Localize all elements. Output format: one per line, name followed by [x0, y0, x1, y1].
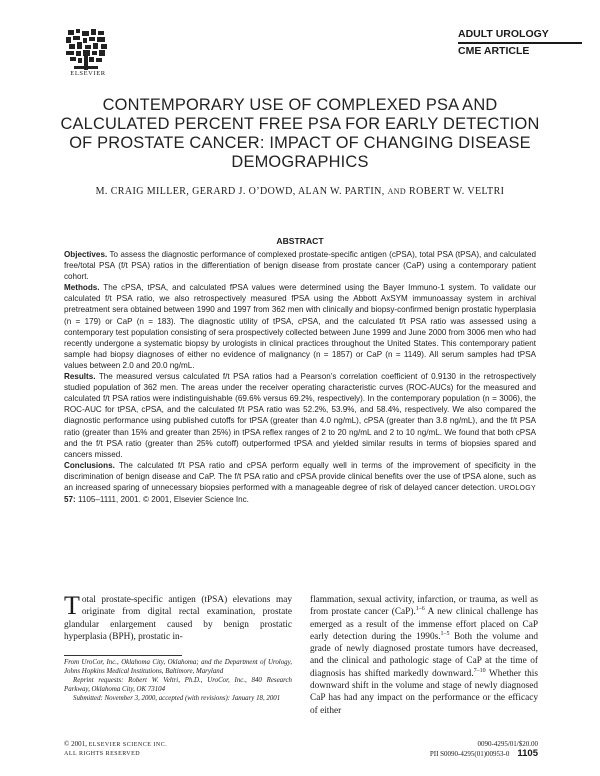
body-column-right [310, 594, 538, 717]
results-label: Results. [64, 372, 96, 382]
abstract-heading: ABSTRACT [276, 236, 324, 246]
author-names: M. CRAIG MILLER, GERARD J. O’DOWD, ALAN W. PARTIN, [95, 186, 385, 197]
pii: PII S0090-4295(01)00953-0 [429, 750, 510, 758]
author-and: AND [387, 187, 407, 196]
body-right-text-b: A new clinical challenge has emerged as a result of the immense effort placed on CaP early detection during the 1990s. [310, 607, 538, 642]
citation-rest: 1105–1111, 2001. © 2001, Elsevier Science Inc. [77, 495, 249, 505]
footnote-rule [64, 655, 182, 656]
author-last: ROBERT W. VELTRI [409, 186, 505, 197]
reference-3: 7–10 [473, 667, 486, 674]
abstract-conclusions [64, 460, 536, 505]
footnote-submitted: Submitted: November 3, 2000, accepted (with revisions): January 18, 2001 [73, 694, 281, 702]
footnote-reprint: Reprint requests: Robert W. Veltri, Ph.D., UroCor, Inc., 840 Research Parkway, Oklahoma City, OK 73104 [64, 676, 292, 693]
objectives-text: To assess the diagnostic performance of complexed prostate-specific antigen (cPSA), total PSA (tPSA), and calculated free/total PSA (f/t PSA) ratios in the differentiation of benign disease from prostate cancer (CaP) using a contemporary patient cohort. [64, 250, 536, 282]
citation-volume: 57: [64, 495, 76, 505]
abstract-methods [64, 282, 536, 371]
section-label [458, 28, 582, 58]
body-right-text-c: Both the volume and grade of newly diagnosed prostate tumors have decreased, and the clinical and pathologic stage of CaP at the time of diagnosis has shifted markedly downward. [310, 631, 538, 679]
section-rule [458, 42, 582, 44]
footnote-affiliation: From UroCor, Inc., Oklahoma City, Oklahoma; and the Department of Urology, Johns Hopkins Medical Institutions, Baltimore, Maryland [64, 659, 292, 675]
footer-identifiers [350, 740, 538, 759]
abstract-body [64, 249, 536, 505]
copyright-year: © 2001, [64, 740, 87, 748]
footer-copyright [64, 740, 167, 759]
abstract-objectives [64, 249, 536, 282]
citation-journal: UROLOGY [498, 484, 537, 492]
section-line-1: ADULT UROLOGY [458, 28, 549, 40]
article-title: CONTEMPORARY USE OF COMPLEXED PSA AND CALCULATED PERCENT FREE PSA FOR EARLY DETECTION OF PROSTATE CANCER: IMPACT OF CHANGING DISEASE DEMOGRAPHICS [60, 96, 540, 171]
objectives-label: Objectives. [64, 250, 108, 259]
section-line-2: CME ARTICLE [458, 44, 530, 57]
results-text: The measured versus calculated f/t PSA ratios had a Pearson’s correlation coefficient of 0.9130 in the retrospectively studied population of 362 men. The areas under the receiver operating characteristic curves (ROC-AUCs) for the measured and calculated f/t PSA ratios were indistinguishable (69.6% versus 69.2%, respectively). In the contemporary population (n = 3006), the ROC-AUC for tPSA, cPSA, and the calculated f/t PSA ratio was 52.2%, 53.9%, and 58.4%, respectively. We also compared the diagnostic performance using published cutoffs for tPSA (greater than 4.0 ng/mL), cPSA (greater than 3.8 ng/mL), and the f/t PSA ratio (greater than 15% and greater than 25%) in tPSA reflex ranges of 2 to 20 ng/mL and 2 to 10 ng/mL. We found that both cPSA and the f/t PSA ratio (greater than 25% cutoff) outperformed tPSA and yielded similar results in terms of biopsies spared and cancers missed. [64, 372, 536, 459]
elsevier-tree-icon [64, 28, 110, 72]
body-right-text-d: Whether this downward shift in the volume and stage of newly diagnosed CaP has had any impact on the performance or the efficacy of either [310, 668, 538, 716]
body-left-text: otal prostate-specific antigen (tPSA) elevations may originate from digital rectal examination, prostate glandular enlargement caused by benign prostatic hyperplasia (BPH), prostatic in- [64, 595, 292, 642]
reference-2: 1–5 [440, 630, 450, 637]
conclusions-text: The calculated f/t PSA ratio and cPSA perform equally well in terms of the improvement of specificity in the discrimination of benign disease and CaP. The f/t PSA ratio and cPSA provide clinical benefits over the use of tPSA alone, such as an increased sparing of unnecessary biopsies performed with a manageable degree of risk of delayed cancer detection. [64, 460, 536, 492]
publisher-name: ELSEVIER [70, 70, 106, 77]
pii-line [350, 749, 538, 759]
methods-label: Methods. [64, 283, 100, 293]
body-column-left [64, 591, 292, 643]
copyright-holder: ELSEVIER SCIENCE INC. [88, 742, 168, 748]
footnote [64, 659, 292, 704]
conclusions-label: Conclusions. [64, 460, 115, 470]
methods-text: The cPSA, tPSA, and calculated fPSA values were determined using the Bayer Immuno-1 system. To validate our calculated f/t PSA ratio, we also retrospectively measured fPSA using the Abbott AxSYM immunoassay system in archival pretreatment sera obtained between 1990 and 1997 from 362 men with clinically and biopsy-confirmed benign prostatic hyperplasia (n = 179) or CaP (n = 183). The diagnostic utility of tPSA, cPSA, and the calculated f/t PSA ratio was assessed using a contemporary test population consisting of sera prospectively collected between June 1999 and June 2000 from 3006 men who had recently undergone a systematic biopsy by urologists in clinical practices throughout the United States. This contemporary patient sample had biopsy diagnoses of either no evidence of malignancy (n = 1857) or CaP (n = 1149). All serum samples had tPSA values between 2.0 and 20.0 ng/mL. [64, 283, 537, 370]
issn: 0090-4295/01/$20.00 [477, 740, 538, 748]
page-number: 1105 [517, 748, 538, 759]
abstract-results [64, 371, 536, 460]
reference-1: 1–6 [415, 606, 425, 613]
author-list [40, 186, 560, 197]
body-right-text-a: flammation, sexual activity, infarction, or trauma, as well as from prostate cancer (CaP). [310, 595, 538, 618]
drop-cap: T [64, 591, 80, 620]
copyright-line [64, 740, 167, 750]
rights-reserved: ALL RIGHTS RESERVED [64, 751, 141, 757]
elsevier-logo [64, 28, 110, 76]
